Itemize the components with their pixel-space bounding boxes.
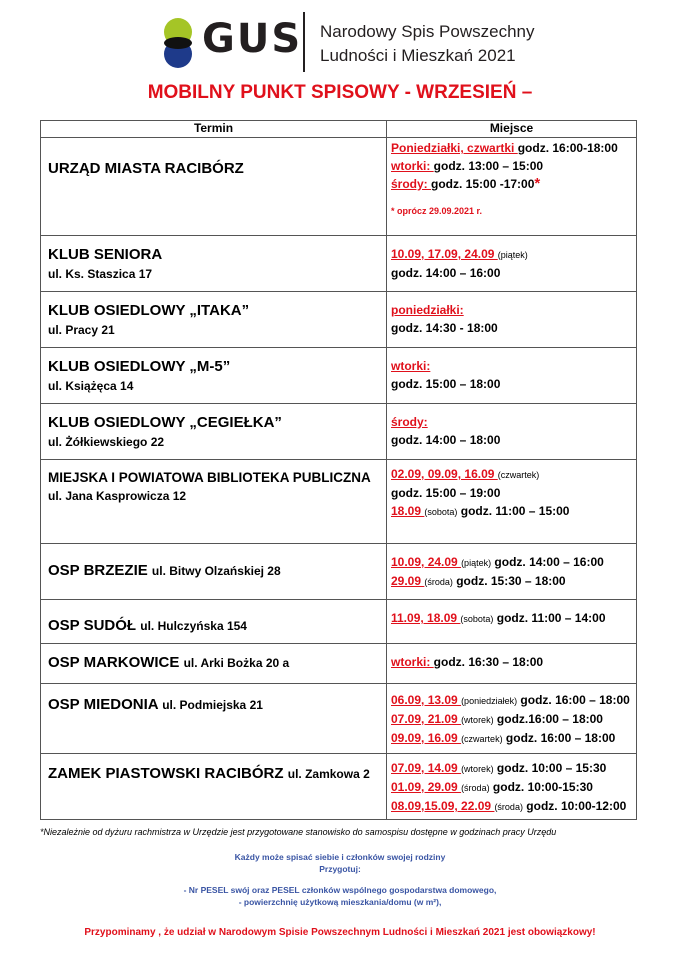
place-cell [41,754,387,820]
place-cell [41,600,387,644]
place-name: MIEJSKA I POWIATOWA BIBLIOTEKA PUBLICZNA [48,470,371,485]
table-row [41,236,637,292]
logo-text: GUS [202,16,303,62]
place-name: OSP BRZEZIE [48,562,148,579]
place-address: ul. Książęca 14 [48,379,134,393]
place-address: ul. Pracy 21 [48,323,115,337]
hours: godz. 10:00-15:30 [489,780,593,794]
column-header-miejsce: Miejsce [387,121,637,138]
info-line-4: - powierzchnię użytkową mieszkania/domu (w m²), [238,897,442,907]
time-cell [387,684,637,754]
hours: godz. 14:30 - 18:00 [391,321,498,335]
table-row [41,404,637,460]
place-cell [41,644,387,684]
hours: godz. 11:00 – 15:00 [457,504,570,518]
hours: godz.16:00 – 18:00 [493,712,603,726]
place-address: ul. Jana Kasprowicza 12 [48,489,187,503]
column-header-termin: Termin [41,121,387,138]
hours: godz. 15:00 -17:00 [431,177,535,191]
place-cell [41,460,387,544]
table-row [41,292,637,348]
time-cell [387,138,637,236]
table-row [41,684,637,754]
time-cell [387,292,637,348]
hours: godz. 16:00 – 18:00 [502,731,616,745]
place-address: ul. Bitwy Olzańskiej 28 [151,564,281,578]
footnote: *Niezależnie od dyżuru rachmistrza w Urzędzie jest przygotowane stanowisko do samospisu dostępne w godzinach pracy Urzędu [40,827,557,837]
table-row [41,348,637,404]
gus-logo-circles-icon [160,10,200,74]
info-line-3: - Nr PESEL swój oraz PESEL członków wspólnego gospodarstwa domowego, [183,885,497,895]
table-header-row [41,121,637,138]
time-cell [387,460,637,544]
dates: 07.09, 21.09 [391,712,462,726]
hours: godz. 14:00 – 18:00 [391,433,501,447]
dates: 18.09 [391,504,425,518]
weekday: (wtorek) [461,715,494,725]
day-label: środy: [391,415,428,429]
exception-note: * oprócz 29.09.2021 r. [391,206,483,216]
place-address: ul. Ks. Staszica 17 [48,267,153,281]
place-address: ul. Arki Bożka 20 a [183,656,290,670]
place-cell [41,236,387,292]
time-cell [387,348,637,404]
place-cell [41,138,387,236]
time-cell [387,600,637,644]
hours: godz. 10:00-12:00 [522,799,627,813]
hours: godz. 13:00 – 15:00 [433,159,544,173]
place-name: KLUB OSIEDLOWY „CEGIEŁKA” [48,414,282,431]
dates: 11.09, 18.09 [391,611,461,625]
hours: godz. 16:00 – 18:00 [517,693,630,707]
table-row [41,544,637,600]
weekday: (sobota) [424,507,458,517]
asterisk: * [534,175,541,192]
place-cell [41,684,387,754]
weekday: (piątek) [461,558,492,568]
info-line-2: Przygotuj: [319,864,361,874]
table-row [41,754,637,820]
hours: godz. 14:00 – 16:00 [391,266,501,280]
table-row [41,460,637,544]
place-cell [41,292,387,348]
weekday: (wtorek) [461,764,494,774]
place-address: ul. Hulczyńska 154 [140,619,247,633]
hours: godz. 11:00 – 14:00 [493,611,606,625]
hours: godz. 10:00 – 15:30 [493,761,607,775]
table-row [41,138,637,236]
weekday: (środa) [494,802,523,812]
day-label: wtorki: [391,655,434,669]
place-address: ul. Żółkiewskiego 22 [48,435,165,449]
place-address: ul. Zamkowa 2 [287,767,370,781]
weekday: (piątek) [497,250,528,260]
weekday: (czwartek) [497,470,540,480]
day-label: wtorki: [391,159,434,173]
time-cell [387,404,637,460]
hours: godz. 14:00 – 16:00 [491,555,604,569]
logo-line2: Ludności i Mieszkań 2021 [320,46,516,65]
page-title: MOBILNY PUNKT SPISOWY - WRZESIEŃ – [147,82,533,103]
info-line-1: Każdy może spisać siebie i członków swojej rodziny [234,852,446,862]
dates: 09.09, 16.09 [391,731,462,745]
time-cell [387,544,637,600]
place-cell [41,544,387,600]
place-address: ul. Podmiejska 21 [162,698,263,712]
time-cell [387,754,637,820]
table-row [41,644,637,684]
place-name: OSP SUDÓŁ [48,617,137,634]
place-cell [41,404,387,460]
hours: godz. 16:00-18:00 [517,141,618,155]
place-name: KLUB OSIEDLOWY „M-5” [48,358,231,375]
place-name: OSP MIEDONIA [48,696,159,713]
day-label: Poniedziałki, czwartki [391,141,518,155]
place-name: ZAMEK PIASTOWSKI RACIBÓRZ [48,765,284,782]
place-name: KLUB OSIEDLOWY „ITAKA” [48,302,250,319]
weekday: (czwartek) [461,734,503,744]
dates: 07.09, 14.09 [391,761,462,775]
day-label: środy: [391,177,432,191]
time-cell [387,644,637,684]
place-name: KLUB SENIORA [48,246,163,263]
weekday: (sobota) [460,614,494,624]
reminder-text: Przypominamy , że udział w Narodowym Spisie Powszechnym Ludności i Mieszkań 2021 jest obowiązkowy! [84,927,596,938]
place-name: URZĄD MIASTA RACIBÓRZ [48,160,244,177]
weekday: (poniedziałek) [461,696,518,706]
dates: 10.09, 17.09, 24.09 [391,247,498,261]
time-cell [387,236,637,292]
place-cell [41,348,387,404]
dates: 01.09, 29.09 [391,780,462,794]
schedule-table [40,120,637,820]
weekday: (środa) [424,577,453,587]
gus-logo [160,10,540,74]
table-row [41,600,637,644]
logo-divider [303,12,305,72]
place-name: OSP MARKOWICE [48,654,180,671]
logo-line1: Narodowy Spis Powszechny [320,22,535,41]
hours: godz. 15:00 – 18:00 [391,377,501,391]
day-label: poniedziałki: [391,303,464,317]
day-label: wtorki: [391,359,431,373]
dates: 29.09 [391,574,425,588]
dates: 06.09, 13.09 [391,693,462,707]
hours: godz. 16:30 – 18:00 [433,655,544,669]
hours: godz. 15:30 – 18:00 [452,574,566,588]
dates: 10.09, 24.09 [391,555,462,569]
hours: godz. 15:00 – 19:00 [391,486,501,500]
weekday: (środa) [461,783,490,793]
dates: 08.09,15.09, 22.09 [391,799,495,813]
dates: 02.09, 09.09, 16.09 [391,467,498,481]
